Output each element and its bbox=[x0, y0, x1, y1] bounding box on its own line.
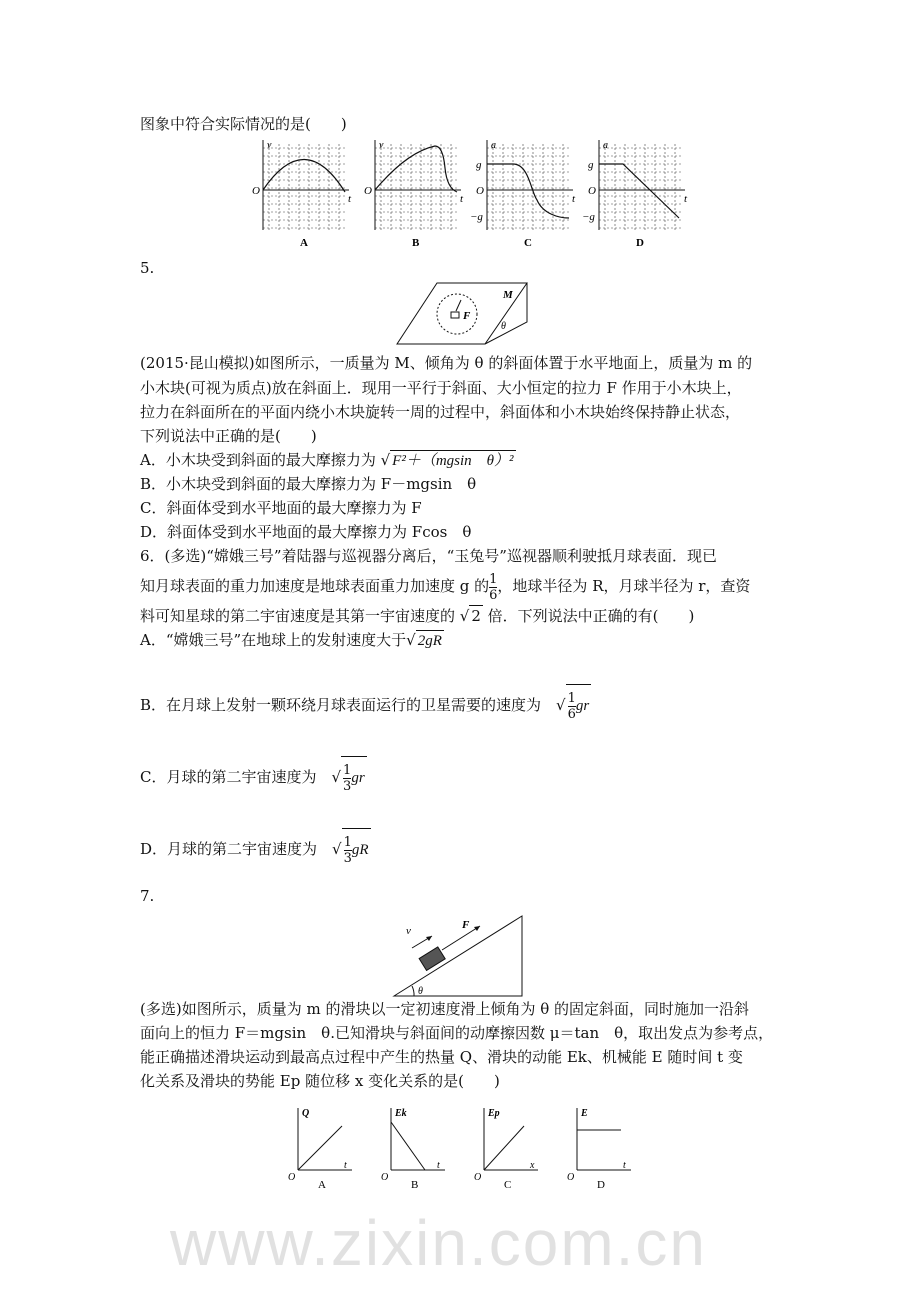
x-axis-label: t bbox=[344, 1160, 347, 1171]
graph-label: C bbox=[504, 1179, 512, 1191]
y-axis-label: a bbox=[603, 140, 608, 151]
watermark: www.zixin.com.cn bbox=[170, 1207, 707, 1279]
x-axis-label: t bbox=[572, 193, 576, 205]
graph-C bbox=[470, 140, 576, 249]
q5-option-a-formula: F²＋（mgsin θ）² bbox=[390, 450, 515, 471]
y-axis-label: Q bbox=[302, 1108, 310, 1119]
q7-line-3: 能正确描述滑块运动到最高点过程中产生的热量 Q、滑块的动能 Ek、机械能 E 随时间 t 变 bbox=[140, 1048, 743, 1066]
x-axis-label: t bbox=[348, 193, 352, 205]
q6-option-b[interactable]: B．在月球上发射一颗环绕月球表面运行的卫星需要的速度为 √ $\frac{1}{6}$ gr bbox=[140, 684, 591, 726]
q4-stem-tail: 图象中符合实际情况的是( ) bbox=[140, 115, 347, 133]
tick-neg-g: −g bbox=[470, 211, 483, 223]
origin-label: O bbox=[588, 185, 596, 197]
q5-line-3: 拉力在斜面所在的平面内绕小木块旋转一周的过程中，斜面体和小木块始终保持静止状态， bbox=[140, 403, 741, 421]
tick-g: g bbox=[476, 159, 482, 171]
q5-option-b[interactable]: B．小木块受到斜面的最大摩擦力为 F－mgsin θ bbox=[140, 475, 477, 493]
graph-D bbox=[582, 140, 688, 249]
q6-option-a[interactable]: A．“嫦娥三号”在地球上的发射速度大于√ 2gR bbox=[140, 631, 442, 649]
graph-label: A bbox=[300, 237, 308, 249]
origin-label: O bbox=[381, 1172, 389, 1183]
q6-tag: (多选) bbox=[164, 547, 207, 565]
angle-label: θ bbox=[501, 321, 506, 332]
q6-line-1: 6．(多选)“嫦娥三号”着陆器与巡视器分离后，“玉兔号”巡视器顺利驶抵月球表面．现已 bbox=[140, 547, 717, 565]
q7-line-4: 化关系及滑块的势能 Ep 随位移 x 变化关系的是( ) bbox=[140, 1072, 500, 1090]
graph-label: D bbox=[597, 1179, 605, 1191]
origin-label: O bbox=[252, 185, 260, 197]
graph-label: B bbox=[412, 237, 420, 249]
x-axis-label: t bbox=[684, 193, 688, 205]
y-axis-label: a bbox=[491, 140, 496, 151]
force-label: F bbox=[463, 310, 471, 322]
origin-label: O bbox=[474, 1172, 482, 1183]
origin-label: O bbox=[364, 185, 372, 197]
q6-line-3: 料可知星球的第二宇宙速度是其第一宇宙速度的 √ 2 倍．下列说法中正确的有( ) bbox=[140, 607, 695, 625]
fraction-one-sixth: $\frac{1}{6}$ bbox=[489, 571, 498, 603]
q5-source: (2015·昆山模拟) bbox=[140, 354, 255, 372]
origin-label: O bbox=[288, 1172, 296, 1183]
q7-tag: (多选) bbox=[140, 1000, 182, 1018]
curve bbox=[263, 159, 345, 192]
graph-B bbox=[364, 140, 464, 249]
q5-option-d[interactable]: D．斜面体受到水平地面的最大摩擦力为 Fcos θ bbox=[140, 523, 472, 541]
q5-number: 5. bbox=[140, 259, 155, 277]
q7-line-2: 面向上的恒力 F＝mgsin θ.已知滑块与斜面间的动摩擦因数 μ＝tan θ，取出发点为参考点， bbox=[140, 1024, 774, 1042]
mass-label: M bbox=[503, 289, 513, 301]
q5-incline-figure bbox=[395, 282, 530, 348]
q6-option-c[interactable]: C．月球的第二宇宙速度为 √ $\frac{1}{3}$ gr bbox=[140, 756, 367, 798]
origin-label: O bbox=[567, 1172, 575, 1183]
y-axis-label: E bbox=[581, 1108, 588, 1119]
force-label: F bbox=[462, 919, 470, 931]
q6-line-2: 知月球表面的重力加速度是地球表面重力加速度 g 的 $\frac{1}{6}$ ，地球半径为 R，月球半径为 r，查资 bbox=[140, 571, 751, 603]
q7-line-1: (多选)如图所示，质量为 m 的滑块以一定初速度滑上倾角为 θ 的固定斜面，同时施加一沿斜 bbox=[140, 1000, 750, 1018]
x-axis-label: t bbox=[623, 1160, 626, 1171]
tick-g: g bbox=[588, 159, 594, 171]
graph-label: C bbox=[524, 237, 532, 249]
q5-line-2: 小木块(可视为质点)放在斜面上．现用一平行于斜面、大小恒定的拉力 F 作用于小木块上， bbox=[140, 379, 742, 397]
q7-incline-figure bbox=[392, 912, 527, 1000]
graph-label: D bbox=[636, 237, 644, 249]
velocity-label: v bbox=[406, 925, 411, 937]
graph-B bbox=[381, 1108, 445, 1191]
x-axis-label: x bbox=[530, 1160, 535, 1171]
x-axis-label: t bbox=[460, 193, 464, 205]
graph-label: B bbox=[411, 1179, 419, 1191]
tick-neg-g: −g bbox=[582, 211, 595, 223]
q5-line-1: (2015·昆山模拟)如图所示，一质量为 M、倾角为 θ 的斜面体置于水平地面上，质量为 m 的 bbox=[140, 354, 753, 372]
q5-option-a[interactable]: A．小木块受到斜面的最大摩擦力为 √ F²＋（mgsin θ）² bbox=[140, 451, 514, 469]
y-axis-label: v bbox=[267, 140, 272, 151]
graph-label: A bbox=[318, 1179, 326, 1191]
graph-D bbox=[567, 1108, 631, 1191]
graph-A bbox=[288, 1108, 352, 1191]
graph-C bbox=[474, 1108, 538, 1191]
q6-option-d[interactable]: D．月球的第二宇宙速度为 √ $\frac{1}{3}$ gR bbox=[140, 828, 371, 870]
curve bbox=[391, 1122, 425, 1170]
q4-graphs bbox=[245, 138, 705, 250]
q5-option-c[interactable]: C．斜面体受到水平地面的最大摩擦力为 F bbox=[140, 499, 422, 517]
curve bbox=[375, 146, 457, 192]
origin-label: O bbox=[476, 185, 484, 197]
x-axis-label: t bbox=[437, 1160, 440, 1171]
q7-graphs bbox=[280, 1104, 650, 1194]
graph-A bbox=[252, 140, 352, 249]
curve bbox=[298, 1126, 342, 1170]
y-axis-label: v bbox=[379, 140, 384, 151]
q5-line-4: 下列说法中正确的是( ) bbox=[140, 427, 317, 445]
angle-label: θ bbox=[418, 986, 423, 997]
curve bbox=[484, 1126, 524, 1170]
y-axis-label: Ep bbox=[488, 1108, 500, 1119]
q7-number: 7. bbox=[140, 887, 155, 905]
y-axis-label: Ek bbox=[395, 1108, 407, 1119]
q6-number: 6． bbox=[140, 547, 165, 565]
